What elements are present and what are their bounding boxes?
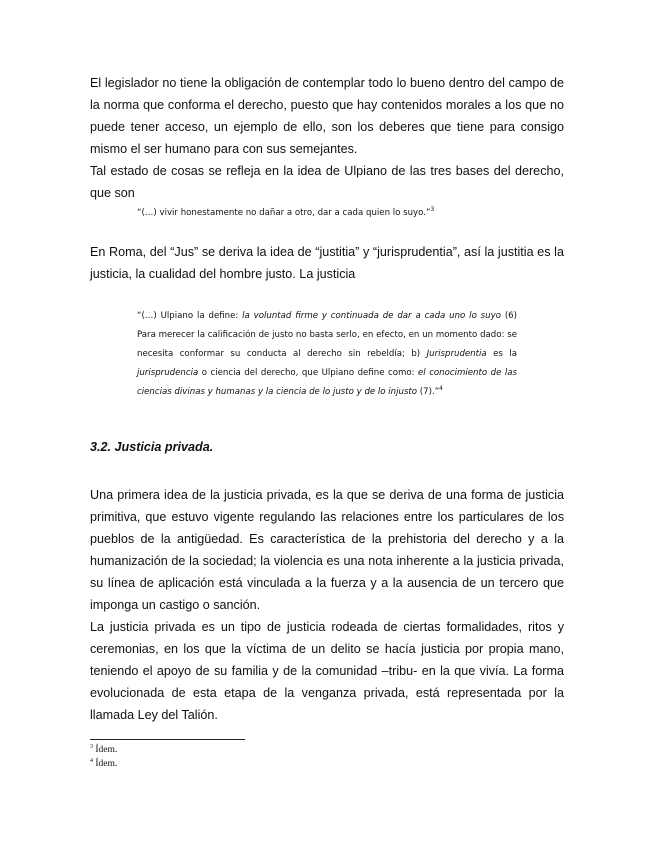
- quote2-text-5: (7).”: [417, 387, 440, 397]
- footnote-4-number: 4: [90, 757, 93, 764]
- quote2-italic-1: la voluntad firme y continuada de dar a cada uno lo suyo: [242, 311, 501, 321]
- block-quote-1-text: “(…) vivir honestamente no dañar a otro, dar a cada quien lo suyo.”: [137, 208, 431, 218]
- quote2-italic-4: el conocimiento de las ciencias divinas y humanas y la ciencia de lo justo y de lo injusto: [137, 368, 517, 397]
- footnote-ref-3[interactable]: 3: [430, 206, 435, 214]
- footnote-separator: [90, 739, 245, 740]
- paragraph-justicia-privada-2-text: La justicia privada es un tipo de justicia rodeada de ciertas formalidades, ritos y ceremonias, en los que la víctima de un delito se hacía justicia por propia mano, teniendo el apoyo de su familia y de la comunidad –tribu- en la que vivía. La forma evolucionada de esta etapa de la venganza privada, está representada por la llamada Ley del Talión.: [90, 620, 564, 722]
- footnote-4: [90, 758, 117, 770]
- paragraph-roma: [90, 241, 564, 285]
- paragraph-legislador: [90, 72, 564, 160]
- footnote-3-text: Ídem.: [95, 745, 118, 755]
- footnote-4-text: Ídem.: [95, 759, 118, 769]
- paragraph-justicia-privada-1-text: Una primera idea de la justicia privada, es la que se deriva de una forma de justicia primitiva, que estuvo vigente regulando las relaciones entre los particulares de los pueblos de la antigüedad. Es característica de la prehistoria del derecho y a la humanización de la sociedad; la violencia es una nota inherente a la justicia privada, su línea de aplicación está vinculada a la fuerza y a la ausencia de un tercero que imponga un castigo o sanción.: [90, 488, 564, 612]
- block-quote-1: [137, 204, 434, 223]
- quote2-text-3: es la: [486, 349, 517, 359]
- quote2-text-4: o ciencia del derecho, que Ulpiano define como:: [198, 368, 419, 378]
- quote2-italic-2: Jurisprudentia: [426, 349, 487, 359]
- quote2-italic-3: jurisprudencia: [137, 368, 199, 378]
- paragraph-roma-text: En Roma, del “Jus” se deriva la idea de “justitia” y “jurisprudentia”, así la justitia es la justicia, la cualidad del hombre justo. La justicia: [90, 245, 564, 281]
- paragraph-justicia-privada-1: [90, 484, 564, 616]
- paragraph-ulpiano-bases-text: Tal estado de cosas se refleja en la idea de Ulpiano de las tres bases del derecho, que son: [90, 164, 564, 200]
- footnote-3-number: 3: [90, 743, 93, 750]
- footnote-3: [90, 744, 117, 756]
- footnote-ref-4[interactable]: 4: [439, 385, 443, 393]
- paragraph-justicia-privada-2: [90, 616, 564, 726]
- paragraph-ulpiano-bases: [90, 160, 564, 204]
- block-quote-2: [137, 307, 517, 402]
- section-heading: 3.2. Justicia privada.: [90, 440, 214, 454]
- quote2-text-1: “(…) Ulpiano la define:: [137, 311, 243, 321]
- paragraph-legislador-text: El legislador no tiene la obligación de contemplar todo lo bueno dentro del campo de la norma que conforma el derecho, puesto que hay contenidos morales a los que no puede tener acceso, un ejemplo de ello, son los deberes que tiene para consigo mismo el ser humano para con sus semejantes.: [90, 76, 564, 156]
- quote2-text-2: (6) Para merecer la calificación de justo no basta serlo, en efecto, en un momento dado: se necesita conformar su conducta al derecho sin rebeldía; b): [137, 311, 518, 359]
